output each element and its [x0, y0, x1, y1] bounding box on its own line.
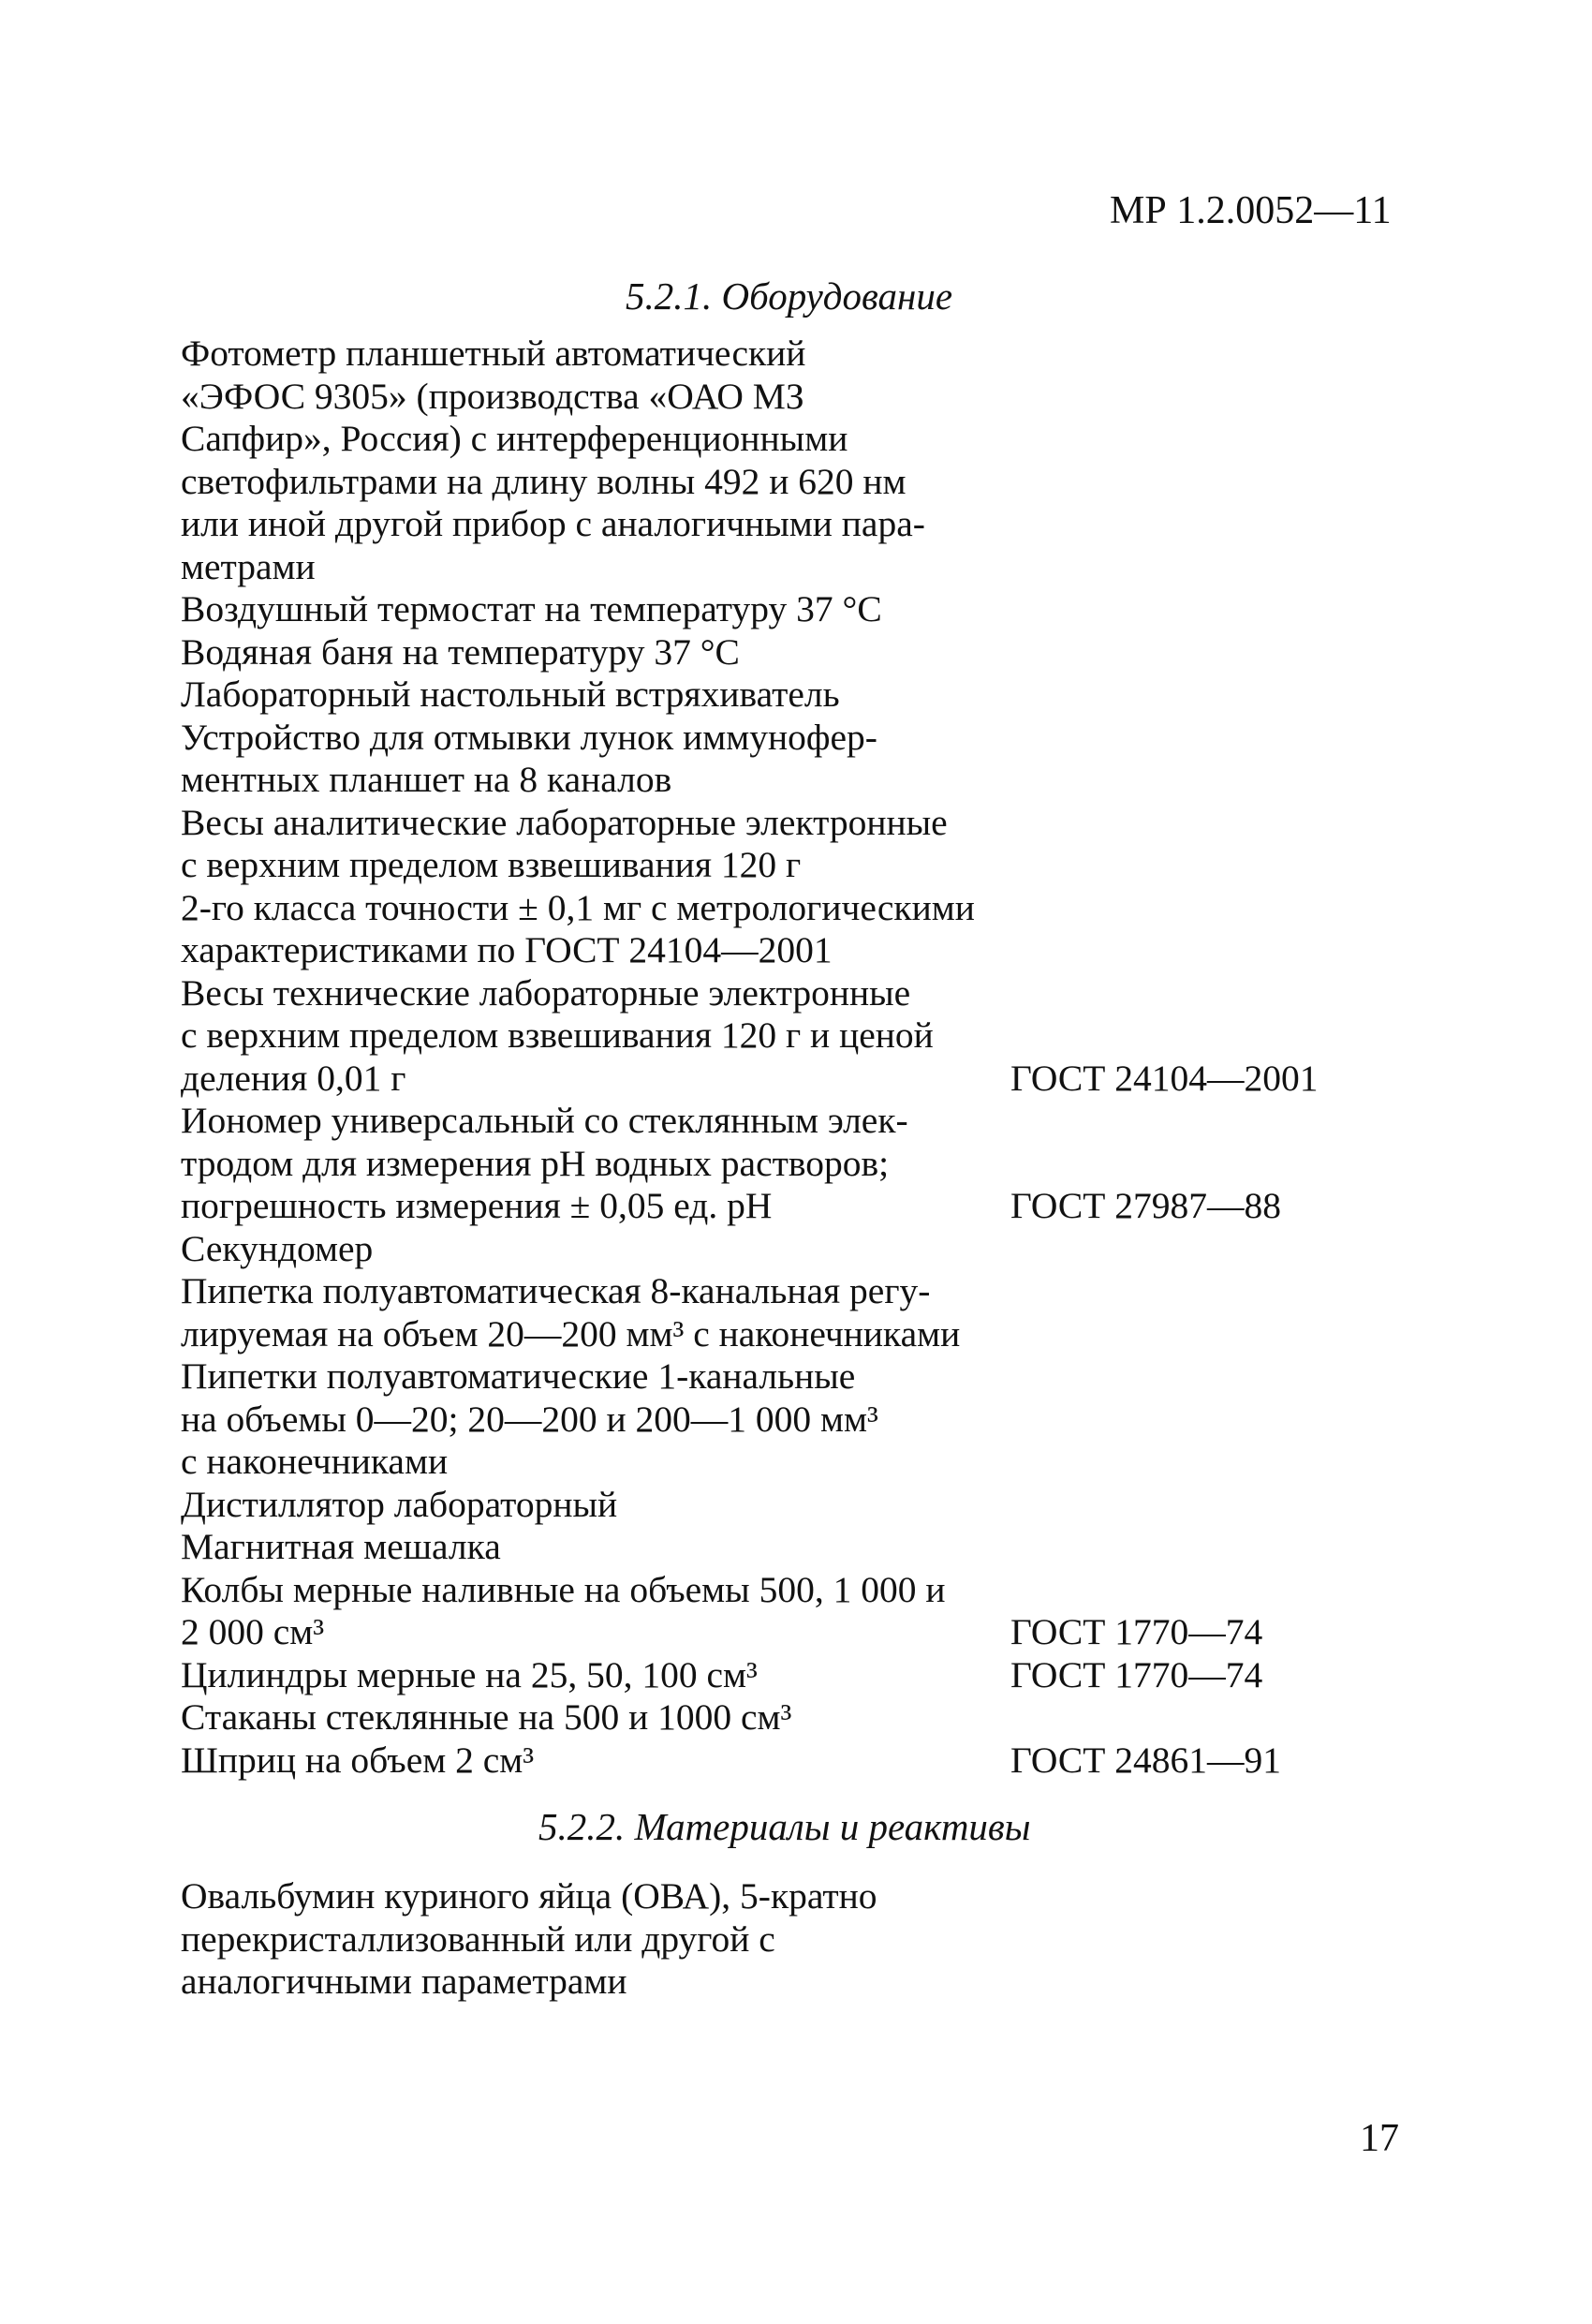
- item-line: Весы технические лабораторные электронные: [181, 971, 911, 1014]
- item-line: Дистиллятор лабораторный: [181, 1483, 618, 1525]
- equipment-list: [181, 333, 1398, 1782]
- list-item: [181, 1355, 1398, 1484]
- list-item: [181, 972, 1398, 1101]
- item-line: на объемы 0—20; 20—200 и 200—1 000 мм³: [181, 1398, 878, 1440]
- standard-reference: ГОСТ 27987—88: [1010, 1185, 1281, 1226]
- item-line: или иной другой прибор с аналогичными пара-: [181, 503, 925, 544]
- item-line: Цилиндры мерные на 25, 50, 100 см³: [181, 1653, 758, 1695]
- item-line: Шприц на объем 2 см³: [181, 1739, 535, 1781]
- item-line: «ЭФОС 9305» (производства «ОАО МЗ: [181, 375, 804, 417]
- item-line: Фотометр планшетный автоматический: [181, 333, 806, 374]
- list-item: [181, 1569, 1398, 1654]
- section-heading-materials: 5.2.2. Материалы и реактивы: [538, 1805, 1031, 1848]
- item-line: лируемая на объем 20—200 мм³ с наконечниками: [181, 1312, 961, 1354]
- item-line: Водяная баня на температуру 37 °С: [181, 630, 740, 673]
- list-item: [181, 1484, 1398, 1527]
- item-line: с верхним пределом взвешивания 120 г и ценой: [181, 1014, 934, 1056]
- item-line: Весы аналитические лабораторные электронные: [181, 801, 948, 843]
- item-line: метрами: [181, 545, 316, 587]
- item-line: 2-го класса точности ± 0,1 мг с метрологическими: [181, 886, 975, 928]
- item-line: Устройство для отмывки лунок иммунофер-: [181, 716, 877, 758]
- item-line: Колбы мерные наливные на объемы 500, 1 000 и: [181, 1568, 946, 1610]
- section-heading-equipment: 5.2.1. Оборудование: [626, 274, 953, 318]
- list-item: [181, 1739, 1398, 1783]
- item-line: ментных планшет на 8 каналов: [181, 759, 672, 800]
- item-line: Иономер универсальный со стеклянным элек-: [181, 1100, 908, 1141]
- item-line: Лабораторный настольный встряхиватель: [181, 674, 840, 715]
- item-line: Магнитная мешалка: [181, 1526, 501, 1567]
- item-line: Овальбумин куриного яйца (ОВА), 5-кратно: [181, 1875, 877, 1917]
- standard-reference: ГОСТ 1770—74: [1010, 1611, 1263, 1652]
- page-number: 17: [1360, 2117, 1399, 2160]
- list-item: [181, 1654, 1398, 1697]
- standard-reference: ГОСТ 24861—91: [1010, 1739, 1281, 1781]
- item-line: тродом для измерения рН водных растворов;: [181, 1142, 890, 1184]
- standard-reference: ГОСТ 1770—74: [1010, 1653, 1263, 1695]
- list-item: [181, 1270, 1398, 1355]
- item-line: светофильтрами на длину волны 492 и 620 нм: [181, 460, 907, 502]
- materials-list: [181, 1875, 1398, 2004]
- item-line: 2 000 см³: [181, 1611, 325, 1652]
- list-item: [181, 1100, 1398, 1228]
- list-item: [181, 1228, 1398, 1271]
- list-item: [181, 802, 1398, 972]
- standard-reference: ГОСТ 24104—2001: [1010, 1057, 1319, 1099]
- list-item: [181, 1526, 1398, 1569]
- item-line: аналогичными параметрами: [181, 1961, 627, 2002]
- list-item: [181, 717, 1398, 802]
- item-line: с верхним пределом взвешивания 120 г: [181, 844, 802, 885]
- list-item: [181, 1875, 1398, 2004]
- item-line: характеристиками по ГОСТ 24104—2001: [181, 929, 833, 970]
- item-line: погрешность измерения ± 0,05 ед. рН: [181, 1185, 773, 1226]
- list-item: [181, 1696, 1398, 1739]
- list-item: [181, 588, 1398, 631]
- item-line: Секундомер: [181, 1227, 374, 1269]
- item-line: Сапфир», Россия) с интерференционными: [181, 418, 848, 459]
- item-line: перекристаллизованный или другой с: [181, 1917, 775, 1960]
- document-code: МР 1.2.0052—11: [1110, 189, 1392, 232]
- item-line: Пипетки полуавтоматические 1-канальные: [181, 1355, 856, 1397]
- list-item: [181, 631, 1398, 674]
- item-line: Воздушный термостат на температуру 37 °С: [181, 588, 882, 629]
- item-line: Стаканы стеклянные на 500 и 1000 см³: [181, 1696, 792, 1738]
- list-item: [181, 674, 1398, 717]
- list-item: [181, 333, 1398, 588]
- item-line: Пипетка полуавтоматическая 8-канальная регу-: [181, 1270, 931, 1311]
- item-line: с наконечниками: [181, 1441, 449, 1482]
- item-line: деления 0,01 г: [181, 1057, 406, 1099]
